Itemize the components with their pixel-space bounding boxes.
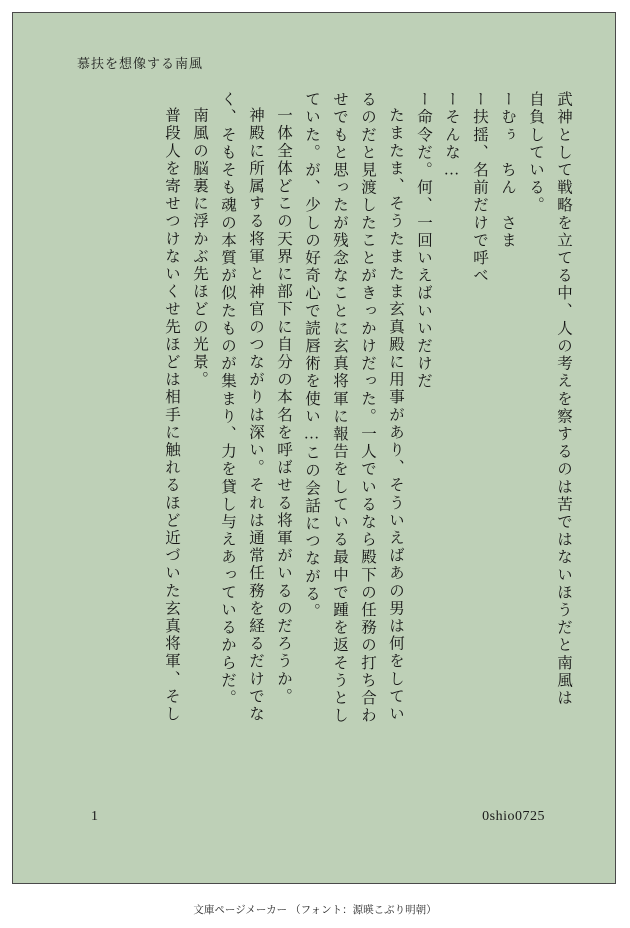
text-line: 自負している。: [527, 91, 544, 215]
author-tag: 0shio0725: [482, 809, 545, 824]
text-line: るのだと見渡したことがきっかけだった。一人でいるなら殿下の任務の打ち合わ: [359, 91, 376, 725]
text-line: 神殿に所属する将軍と神官のつながりは深い。それは通常任務を経るだけでな: [247, 107, 264, 723]
footer-credit: 文庫ページメーカー （フォント：源暎こぶり明朝）: [193, 904, 437, 916]
text-line: せでもと思ったが残念なことに玄真将軍に報告をしている最中で踵を返そうとし: [331, 91, 348, 725]
text-line: 普段人を寄せつけないくせ先ほどは相手に触れるほど近づいた玄真将軍、そし: [163, 107, 180, 723]
page-number: 1: [91, 809, 98, 824]
text-line: 武神として戦略を立てる中、人の考えを察するのは苦ではないほうだと南風は: [555, 91, 572, 707]
text-line: ーそんな…: [443, 91, 460, 181]
text-line: ー命令だ。何、一回いえばいいだけだ: [415, 91, 432, 391]
text-line: ー扶揺、名前だけで呼べ: [471, 91, 488, 285]
vertical-text-body: [59, 91, 571, 791]
text-line: たまたま、そうたまたま玄真殿に用事があり、そういえばあの男は何をしてい: [387, 107, 404, 723]
novel-page: [12, 12, 616, 884]
text-line: 南風の脳裏に浮かぶ先ほどの光景。: [191, 107, 208, 389]
text-line: ーむぅ ちん さま: [499, 91, 516, 250]
text-line: ていた。が、少しの好奇心で読唇術を使い…この会話につながる。: [303, 91, 320, 621]
page-header-title: 慕扶を想像する南風: [77, 56, 204, 71]
text-line: 一体全体どこの天界に部下に自分の本名を呼ばせる将軍がいるのだろうか。: [275, 107, 292, 706]
text-line: く、そもそも魂の本質が似たものが集まり、力を貸し与えあっているからだ。: [219, 91, 236, 707]
